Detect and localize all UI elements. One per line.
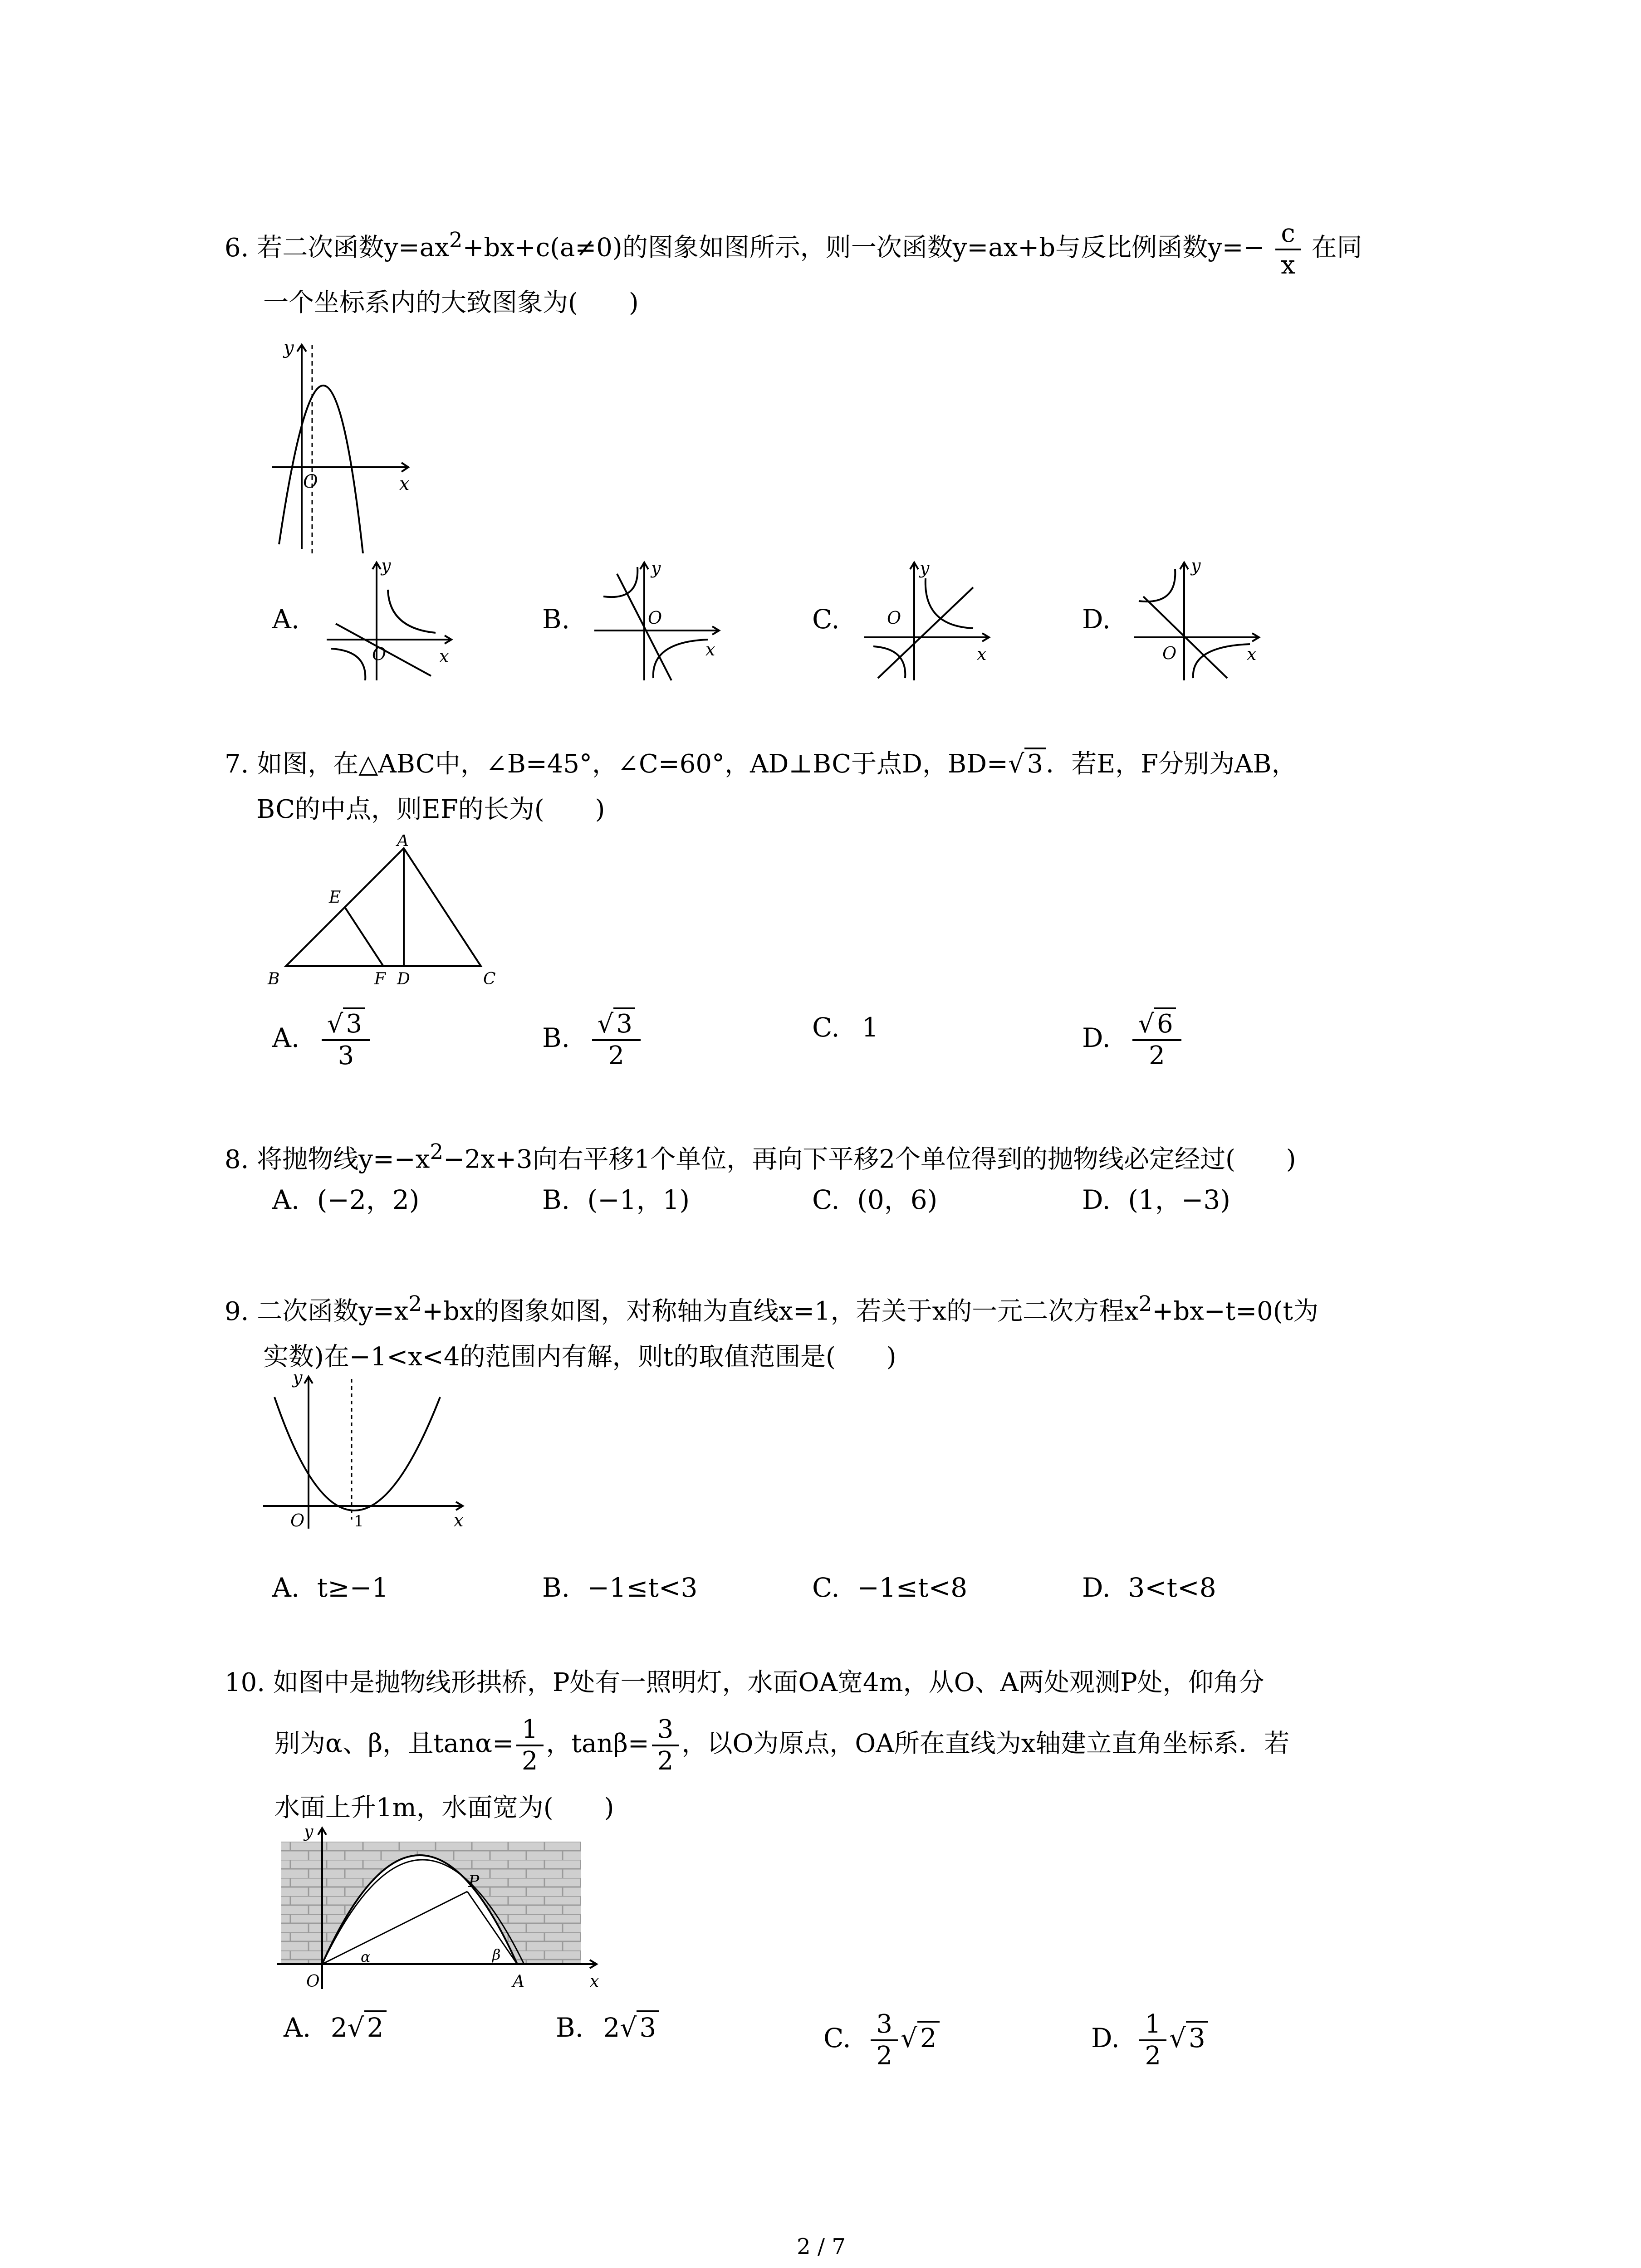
question-text: +bx的图象如图，对称轴为直线x=1，若关于x的一元二次方程x bbox=[422, 1296, 1139, 1326]
svg-text:x: x bbox=[439, 646, 449, 666]
question-8 bbox=[225, 1129, 1454, 1183]
svg-text:O: O bbox=[1162, 643, 1177, 663]
option-9b[interactable]: B. −1≤t<3 bbox=[542, 1572, 698, 1603]
superscript: 2 bbox=[449, 228, 463, 253]
option-9a[interactable]: A. t≥−1 bbox=[272, 1572, 389, 1603]
svg-text:A: A bbox=[397, 835, 409, 850]
question-number: 9. bbox=[225, 1296, 249, 1326]
question-6 bbox=[225, 218, 1454, 326]
question-text: 如图中是抛物线形拱桥，P处有一照明灯，水面OA宽4m，从O、A两处观测P处，仰角分 bbox=[273, 1668, 1264, 1697]
svg-text:O: O bbox=[372, 644, 387, 664]
svg-text:β: β bbox=[492, 1946, 501, 1963]
option-7c[interactable]: C. 1 bbox=[812, 1012, 879, 1043]
option-8a[interactable]: A. (−2，2) bbox=[272, 1184, 420, 1215]
question-10-line-3: 水面上升1m，水面宽为( ) bbox=[274, 1793, 614, 1823]
question-10-figure bbox=[272, 1823, 603, 1996]
question-number: 8. bbox=[225, 1144, 249, 1174]
option-6d-label[interactable]: D. bbox=[1082, 604, 1111, 635]
svg-text:y: y bbox=[651, 558, 661, 578]
question-10 bbox=[225, 1660, 1454, 1831]
option-7a[interactable]: A. $\frac{√ 3}{3}$ bbox=[272, 1009, 373, 1071]
svg-text:B: B bbox=[268, 970, 280, 988]
question-text: 如图，在△ABC中，∠B=45°，∠C=60°，AD⊥BC于点D，BD= bbox=[257, 749, 1008, 779]
option-8b[interactable]: B. (−1，1) bbox=[542, 1184, 690, 1215]
svg-text:D: D bbox=[397, 970, 410, 988]
question-7-line-2: BC的中点，则EF的长为( ) bbox=[256, 795, 605, 824]
parabola-graph bbox=[259, 1370, 472, 1533]
svg-text:y: y bbox=[293, 1370, 303, 1388]
option-9c[interactable]: C. −1≤t<8 bbox=[812, 1572, 968, 1603]
question-text: 若二次函数y=ax bbox=[257, 233, 449, 263]
question-number: 10. bbox=[225, 1668, 265, 1697]
option-10a[interactable]: A. 2√ 2 bbox=[284, 2009, 387, 2046]
sqrt-3: √ 3 bbox=[1008, 742, 1046, 787]
question-7-line-1 bbox=[225, 742, 1454, 787]
parabola-graph bbox=[263, 336, 417, 553]
svg-text:C: C bbox=[483, 970, 496, 988]
tick-label: 1 bbox=[354, 1512, 364, 1530]
svg-text:P: P bbox=[468, 1872, 480, 1891]
option-8d[interactable]: D. (1，−3) bbox=[1082, 1184, 1230, 1215]
question-text: 在同 bbox=[1311, 233, 1362, 263]
option-7b[interactable]: B. $\frac{√ 3}{2}$ bbox=[542, 1009, 643, 1071]
question-9-line-2: 实数)在−1<x<4的范围内有解，则t的取值范围是( ) bbox=[263, 1342, 896, 1372]
svg-text:O: O bbox=[887, 608, 901, 628]
question-number: 7. bbox=[225, 749, 249, 779]
svg-text:y: y bbox=[381, 556, 391, 576]
option-6b-label[interactable]: B. bbox=[542, 604, 570, 635]
option-6c-label[interactable]: C. bbox=[812, 604, 840, 635]
question-text: ．若E，F分别为AB， bbox=[1046, 749, 1297, 779]
question-7-figure bbox=[259, 835, 513, 989]
svg-text:x: x bbox=[977, 644, 987, 664]
question-7 bbox=[225, 742, 1454, 832]
svg-text:O: O bbox=[648, 608, 662, 628]
option-10c[interactable]: C. $\frac{3}{2}$ √ 2 bbox=[823, 2009, 940, 2071]
question-text: +bx+c(a≠0)的图象如图所示，则一次函数y=ax+b与反比例函数y=− bbox=[462, 233, 1265, 263]
question-9 bbox=[225, 1281, 1454, 1380]
question-text: −2x+3向右平移1个单位，再向下平移2个单位得到的抛物线必定经过( ) bbox=[443, 1144, 1296, 1174]
svg-text:F: F bbox=[374, 970, 386, 988]
svg-text:y: y bbox=[304, 1823, 314, 1841]
y-axis-label: y bbox=[284, 337, 294, 358]
svg-text:x: x bbox=[454, 1510, 464, 1530]
triangle-abc bbox=[259, 835, 513, 989]
question-10-line-2: 别为α、β，且tanα= $\frac{1}{2}$ ，tanβ= $\frac{3}{2}$ ，以O为原点，OA所在直线为x轴建立直角坐标系．若 bbox=[274, 1715, 1290, 1776]
arch-bridge-graph bbox=[272, 1823, 603, 1996]
question-text: 将抛物线y=−x bbox=[257, 1144, 430, 1174]
option-7d[interactable]: D. $\frac{√ 6}{2}$ bbox=[1082, 1009, 1184, 1071]
svg-text:E: E bbox=[329, 888, 341, 907]
fraction-c-over-x: $\frac{c}{x}$ bbox=[1275, 219, 1300, 280]
option-6b-graph bbox=[590, 556, 726, 683]
svg-text:x: x bbox=[590, 1972, 599, 1991]
question-8-line-1: 8. 将抛物线$y=-x^2-2x+3$向右平移1个单位，再向下平移2个单位得到的抛物线必定经过( ) bbox=[225, 1129, 1454, 1183]
option-6d-graph bbox=[1130, 556, 1266, 683]
svg-text:y: y bbox=[1191, 556, 1201, 576]
svg-text:x: x bbox=[705, 640, 715, 660]
origin-label: O bbox=[303, 471, 318, 492]
svg-text:y: y bbox=[920, 558, 930, 578]
question-6-line-2: 一个坐标系内的大致图象为( ) bbox=[263, 288, 639, 318]
svg-text:A: A bbox=[513, 1972, 524, 1991]
question-6-line-1 bbox=[225, 218, 1454, 280]
svg-text:α: α bbox=[361, 1948, 371, 1965]
x-axis-label: x bbox=[399, 474, 410, 494]
option-8c[interactable]: C. (0，6) bbox=[812, 1184, 938, 1215]
question-6-figure bbox=[263, 336, 417, 553]
question-9-figure bbox=[259, 1370, 472, 1533]
option-6a-label[interactable]: A. bbox=[272, 604, 300, 635]
question-9-line-1: 9. 二次函数$y=x^2+bx$的图象如图，对称轴为直线x=1，若关于x的一元二次方程$x^2+bx-t=0(t$为 bbox=[225, 1281, 1454, 1334]
option-6a-graph bbox=[322, 556, 458, 683]
option-6c-graph bbox=[860, 556, 996, 683]
question-text: +bx−t=0(t为 bbox=[1152, 1296, 1319, 1326]
question-number: 6. bbox=[225, 233, 249, 263]
svg-text:O: O bbox=[306, 1972, 320, 1991]
svg-text:x: x bbox=[1247, 644, 1257, 664]
option-9d[interactable]: D. 3<t<8 bbox=[1082, 1572, 1216, 1603]
svg-text:O: O bbox=[290, 1510, 305, 1530]
question-10-line-1 bbox=[225, 1660, 1454, 1706]
page-number: 2 / 7 bbox=[797, 2234, 846, 2259]
question-text: 二次函数y=x bbox=[257, 1296, 409, 1326]
option-10d[interactable]: D. $\frac{1}{2}$ √ 3 bbox=[1091, 2009, 1208, 2071]
option-10b[interactable]: B. 2√ 3 bbox=[556, 2009, 659, 2046]
